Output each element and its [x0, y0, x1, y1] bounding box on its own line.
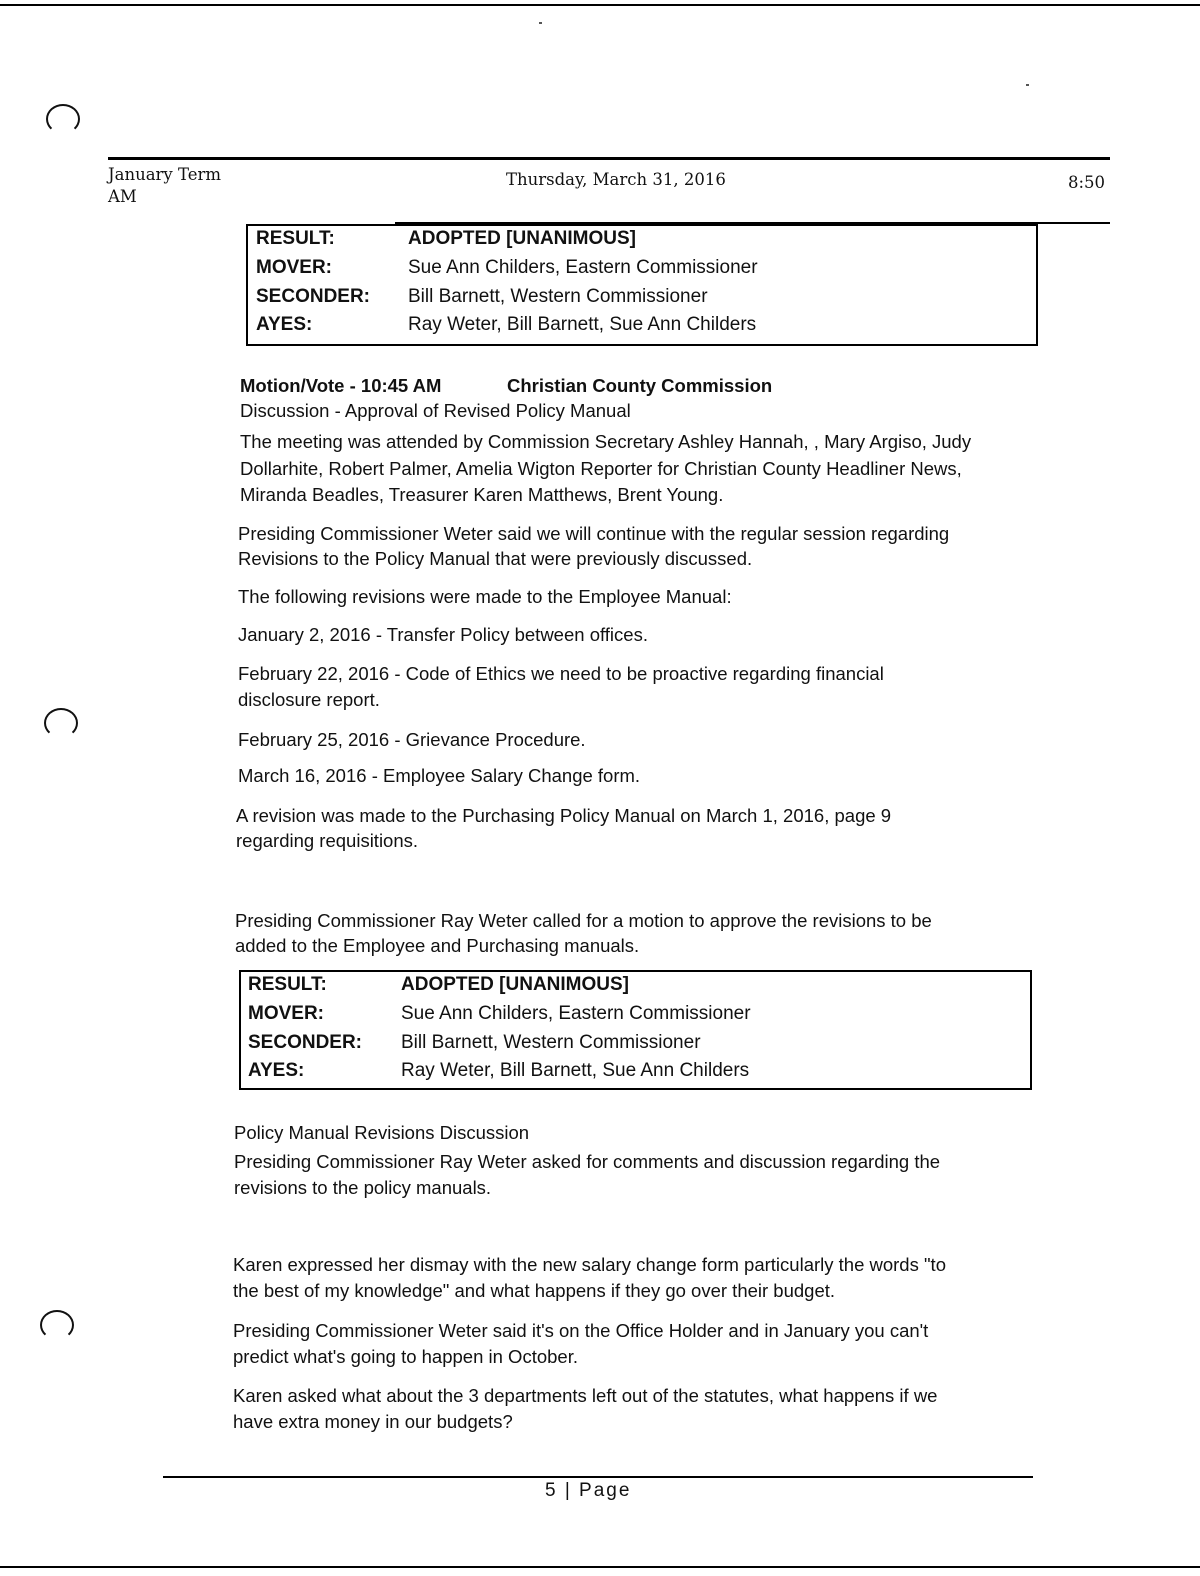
weter-reply-line-1: Presiding Commissioner Weter said it's on the Office Holder and in January you can't — [233, 1320, 929, 1341]
seconder-label: SECONDER: — [248, 1032, 363, 1053]
page-number: 5 | Page — [545, 1480, 632, 1501]
scan-speck — [1026, 84, 1029, 86]
punch-hole-top — [46, 104, 80, 134]
result-label: RESULT: — [256, 228, 335, 249]
mover-row — [248, 257, 1036, 285]
scan-top-edge — [0, 4, 1200, 6]
revision-4: March 16, 2016 - Employee Salary Change form. — [238, 765, 641, 786]
karen-question-line-1: Karen asked what about the 3 departments left out of the statutes, what happens if we — [233, 1385, 938, 1406]
purchasing-line-2: regarding requisitions. — [236, 830, 419, 851]
result-row — [241, 974, 1030, 1002]
ayes-label: AYES: — [248, 1060, 305, 1081]
mover-value: Sue Ann Childers, Eastern Commissioner — [408, 257, 758, 278]
karen-dismay-line-1: Karen expressed her dismay with the new salary change form particularly the words "to — [233, 1254, 946, 1275]
call-motion-line-1: Presiding Commissioner Ray Weter called for a motion to approve the revisions to be — [235, 910, 932, 931]
seconder-row — [241, 1032, 1030, 1060]
result-row — [248, 228, 1036, 256]
discussion-line: Discussion - Approval of Revised Policy Manual — [240, 400, 631, 421]
weter-reply-line-2: predict what's going to happen in October. — [233, 1346, 578, 1367]
motion-heading: Motion/Vote - 10:45 AM — [240, 375, 442, 396]
mover-label: MOVER: — [256, 257, 332, 278]
continue-line-2: Revisions to the Policy Manual that were previously discussed. — [238, 548, 753, 569]
continue-line-1: Presiding Commissioner Weter said we will continue with the regular session regarding — [238, 523, 950, 544]
revision-1: January 2, 2016 - Transfer Policy between offices. — [238, 624, 648, 645]
result-value: ADOPTED [UNANIMOUS] — [408, 228, 636, 249]
scan-speck — [539, 22, 542, 24]
ayes-row — [241, 1060, 1030, 1088]
purchasing-line-1: A revision was made to the Purchasing Policy Manual on March 1, 2016, page 9 — [236, 805, 892, 826]
result-value: ADOPTED [UNANIMOUS] — [401, 974, 629, 995]
vote-result-box-2 — [239, 970, 1032, 1090]
revision-2-line-2: disclosure report. — [238, 689, 380, 710]
result-label: RESULT: — [248, 974, 327, 995]
seconder-label: SECONDER: — [256, 286, 371, 307]
revision-3: February 25, 2016 - Grievance Procedure. — [238, 729, 586, 750]
comments-line-2: revisions to the policy manuals. — [234, 1177, 492, 1198]
punch-hole-lower — [40, 1310, 74, 1340]
discussion-title: Policy Manual Revisions Discussion — [234, 1122, 530, 1143]
mover-row — [241, 1003, 1030, 1031]
seconder-value: Bill Barnett, Western Commissioner — [408, 286, 708, 307]
mover-label: MOVER: — [248, 1003, 324, 1024]
header-rule — [108, 157, 1110, 160]
header-term: January Term — [108, 165, 222, 184]
revision-2-line-1: February 22, 2016 - Code of Ethics we need to be proactive regarding financial — [238, 663, 884, 684]
ayes-label: AYES: — [256, 314, 313, 335]
header-period: AM — [108, 187, 137, 206]
attendance-line-3: Miranda Beadles, Treasurer Karen Matthews, Brent Young. — [240, 484, 724, 505]
call-motion-line-2: added to the Employee and Purchasing manuals. — [235, 935, 640, 956]
vote-result-box-1 — [246, 224, 1038, 346]
revisions-intro: The following revisions were made to the Employee Manual: — [238, 586, 732, 607]
ayes-value: Ray Weter, Bill Barnett, Sue Ann Childers — [401, 1060, 750, 1081]
header-time: 8:50 — [1068, 173, 1106, 192]
karen-question-line-2: have extra money in our budgets? — [233, 1411, 513, 1432]
scan-bottom-edge — [0, 1566, 1200, 1568]
footer-rule — [163, 1476, 1033, 1478]
ayes-row — [248, 314, 1036, 342]
comments-line-1: Presiding Commissioner Ray Weter asked for comments and discussion regarding the — [234, 1151, 941, 1172]
seconder-value: Bill Barnett, Western Commissioner — [401, 1032, 701, 1053]
header-date: Thursday, March 31, 2016 — [506, 170, 726, 189]
punch-hole-middle — [44, 708, 78, 738]
motion-body-name: Christian County Commission — [507, 375, 773, 396]
attendance-line-1: The meeting was attended by Commission Secretary Ashley Hannah, , Mary Argiso, Judy — [240, 431, 972, 452]
mover-value: Sue Ann Childers, Eastern Commissioner — [401, 1003, 751, 1024]
karen-dismay-line-2: the best of my knowledge" and what happens if they go over their budget. — [233, 1280, 836, 1301]
seconder-row — [248, 286, 1036, 314]
attendance-line-2: Dollarhite, Robert Palmer, Amelia Wigton Reporter for Christian County Headliner News, — [240, 458, 962, 479]
ayes-value: Ray Weter, Bill Barnett, Sue Ann Childers — [408, 314, 757, 335]
